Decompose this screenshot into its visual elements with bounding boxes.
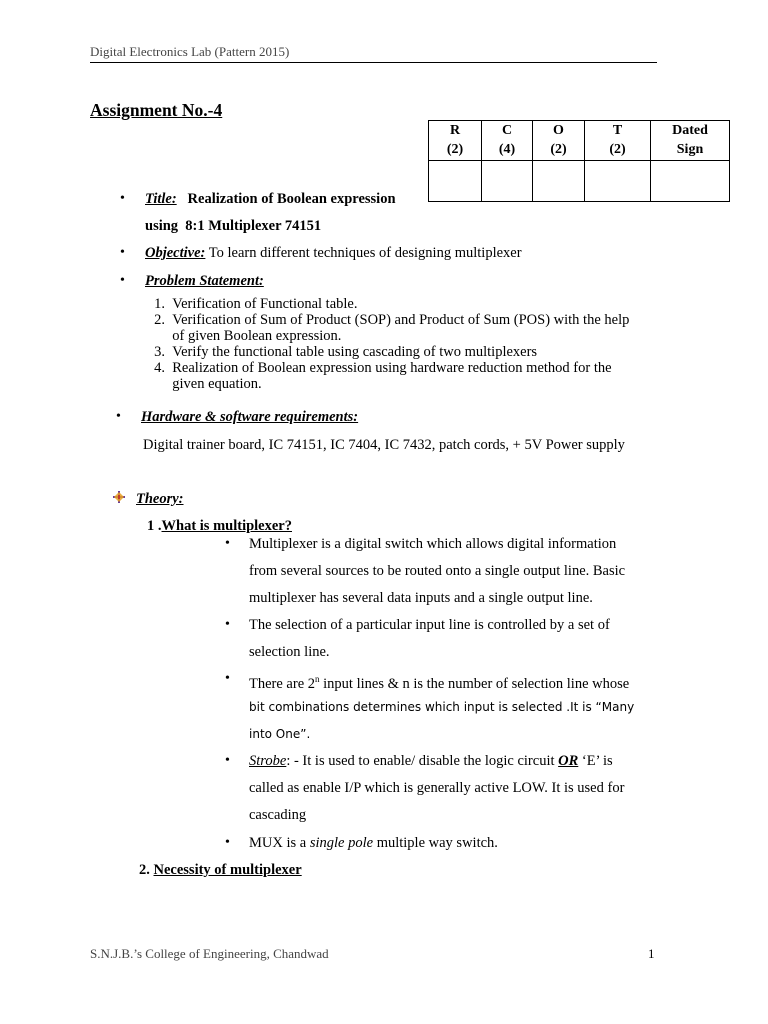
- marks-header-c: C (4): [482, 121, 533, 161]
- problem-statement-label: Problem Statement:: [145, 273, 264, 289]
- list-item: 4. Realization of Boolean expression using hardware reduction method for the: [154, 360, 612, 376]
- bullet: •: [225, 536, 230, 551]
- list-item: 2. Verification of Sum of Product (SOP) and Product of Sum (POS) with the help: [154, 312, 630, 328]
- question-2-title: Necessity of multiplexer: [153, 862, 302, 878]
- theory-b2-l1: The selection of a particular input line is controlled by a set of: [249, 617, 610, 633]
- problem-list: [143, 296, 629, 392]
- list-item: 1. Verification of Functional table.: [154, 296, 358, 312]
- theory-b3-l2: bit combinations determines which input is selected .It is “Many: [249, 700, 635, 714]
- footer-college: S.N.J.B.’s College of Engineering, Chandwad: [90, 946, 329, 961]
- objective-item: [145, 244, 522, 262]
- title-item: [145, 190, 396, 208]
- theory-b4-l3: cascading: [249, 807, 307, 823]
- bullet: •: [116, 409, 121, 424]
- list-item-continuation: given equation.: [172, 376, 262, 392]
- marks-cell-t: [585, 161, 651, 202]
- theory-b3-l1: There are 2$^n$ input lines & n is the number of selection line whose: [249, 674, 630, 692]
- question-1-title: What is multiplexer?: [161, 518, 292, 534]
- marks-table: [428, 120, 730, 202]
- theory-b3-l3: into One”.: [249, 727, 311, 741]
- theory-b2-l2: selection line.: [249, 644, 330, 660]
- marks-header-t: T (2): [585, 121, 651, 161]
- theory-label: Theory:: [136, 491, 184, 507]
- or-term: OR: [558, 753, 579, 769]
- header-rule: [90, 62, 657, 63]
- marks-header-dated-sign: Dated Sign: [651, 121, 730, 161]
- bullet: •: [225, 753, 230, 768]
- theory-b1-l2: from several sources to be routed onto a single output line. Basic: [249, 563, 626, 579]
- theory-b4-l1: Strobe: - It is used to enable/ disable the logic circuit OR ‘E’ is: [249, 753, 613, 769]
- marks-cell-r: [429, 161, 482, 202]
- marks-header-r: R (2): [429, 121, 482, 161]
- question-2: 2. Necessity of multiplexer: [139, 862, 302, 878]
- bullet: •: [120, 191, 125, 206]
- theory-b1-l1: Multiplexer is a digital switch which allows digital information: [249, 536, 617, 552]
- bullet: •: [120, 245, 125, 260]
- title-text-line1: Realization of Boolean expression: [187, 191, 396, 207]
- theory-b4-l2: called as enable I/P which is generally active LOW. It is used for: [249, 780, 625, 796]
- list-item: 3. Verify the functional table using cascading of two multiplexers: [154, 344, 538, 360]
- bullet: •: [225, 671, 230, 686]
- list-item-continuation: of given Boolean expression.: [172, 328, 342, 344]
- title-label: Title:: [145, 191, 177, 207]
- bullet: •: [225, 835, 230, 850]
- objective-text: To learn different techniques of designing multiplexer: [205, 245, 522, 261]
- theory-b5: MUX is a single pole multiple way switch.: [249, 835, 498, 851]
- bullet: •: [225, 617, 230, 632]
- running-header: Digital Electronics Lab (Pattern 2015): [90, 44, 290, 59]
- strobe-term: Strobe: [249, 753, 287, 769]
- single-pole-term: single pole: [309, 835, 374, 851]
- theory-b1-l3: multiplexer has several data inputs and a single output line.: [249, 590, 593, 606]
- title-text-line2: using 8:1 Multiplexer 74151: [145, 218, 322, 234]
- objective-label: Objective:: [145, 245, 206, 261]
- hardware-label: Hardware & software requirements:: [141, 409, 359, 425]
- question-1: 1 .What is multiplexer?: [147, 518, 292, 534]
- theory-bullet-icon: [113, 491, 125, 503]
- assignment-title: Assignment No.-4: [90, 100, 223, 120]
- page-number: 1: [648, 946, 655, 961]
- marks-header-o: O (2): [533, 121, 585, 161]
- hardware-text: Digital trainer board, IC 74151, IC 7404, IC 7432, patch cords, + 5V Power supply: [143, 437, 625, 453]
- marks-cell-c: [482, 161, 533, 202]
- bullet: •: [120, 273, 125, 288]
- marks-cell-o: [533, 161, 585, 202]
- marks-cell-sign: [651, 161, 730, 202]
